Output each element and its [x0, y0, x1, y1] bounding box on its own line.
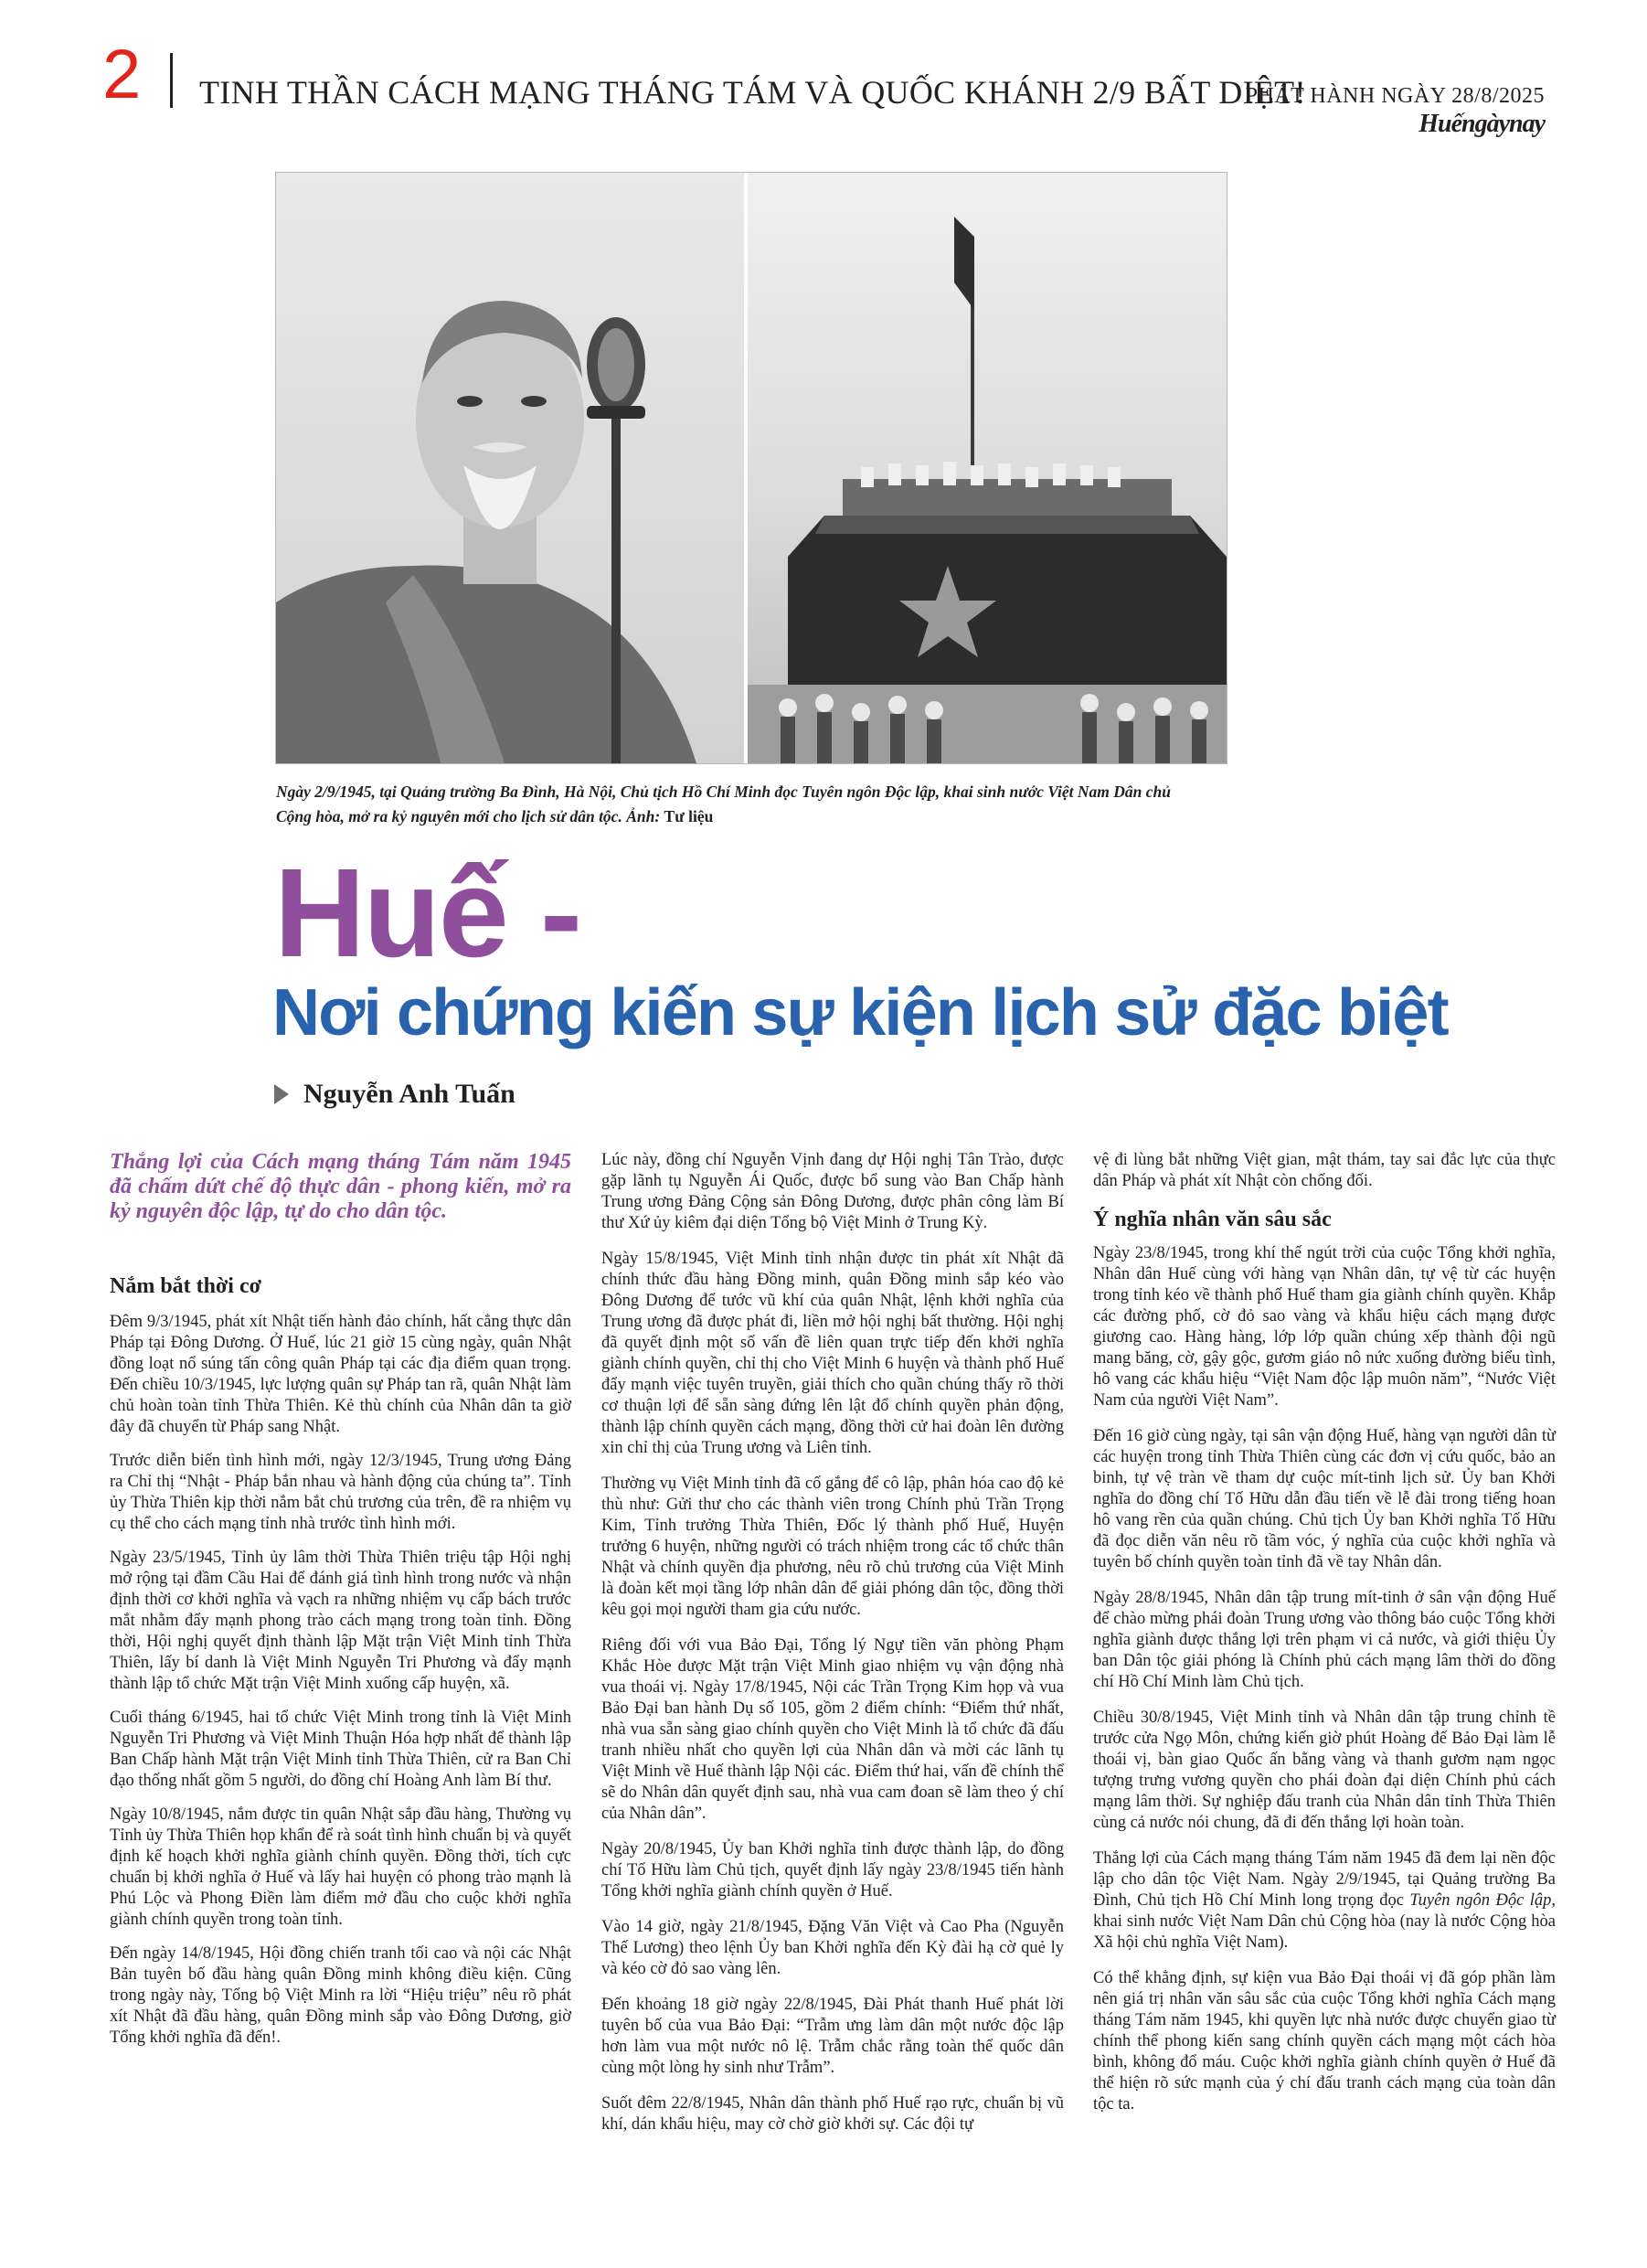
caption-text: Ngày 2/9/1945, tại Quảng trường Ba Đình, Hà Nội, Chủ tịch Hồ Chí Minh đọc Tuyên ngôn Độc lập, khai sinh nước Việt Nam Dân chủ Cộng hòa, mở ra kỷ nguyên mới cho lịch sử dân tộc. Ảnh:: [276, 783, 1171, 825]
brand-logo: Huếngàynay: [1419, 110, 1545, 138]
document-title: Tuyên ngôn Độc lập: [1409, 1891, 1552, 1910]
paragraph: Ngày 15/8/1945, Việt Minh tỉnh nhận được tin phát xít Nhật đã chính thức đầu hàng Đồng minh, quân Đồng minh sắp kéo vào Đông Dương để tước vũ khí của quân Nhật, lệnh khởi nghĩa của Trung ương đã được phát đi, liền mở hội nghị bất thường. Hội nghị đã quyết định một số vấn đề liên quan trực tiếp đến khởi nghĩa giành chính quyền, chỉ thị cho Việt Minh 6 huyện và thành phố Huế đẩy mạnh việc tuyên truyền, giải thích cho quần chúng thấy rõ thời cơ thuận lợi để sẵn sàng đứng lên lật đổ chính quyền phản động, thành lập chính quyền cách mạng, đồng thời cử hai đoàn lên đường xin chỉ thị của Trung ương và Liên tỉnh.: [601, 1250, 1064, 1457]
paragraph: Ngày 20/8/1945, Ủy ban Khởi nghĩa tỉnh được thành lập, do đồng chí Tố Hữu làm Chủ tịch, quyết định lấy ngày 23/8/1945 tiến hành Tổng khởi nghĩa giành chính quyền ở Huế.: [601, 1840, 1064, 1901]
photo-caption: [276, 780, 1190, 829]
issue-date: PHÁT HÀNH NGÀY 28/8/2025: [1245, 84, 1545, 108]
headline-line-2: Nơi chứng kiến sự kiện lịch sử đặc biệt: [272, 976, 1448, 1049]
paragraph: Có thể khẳng định, sự kiện vua Bảo Đại thoái vị đã góp phần làm nên giá trị nhân văn sâu sắc của cuộc Tổng khởi nghĩa Cách mạng tháng Tám năm 1945, khi quyền lực nhà nước được chuyển giao từ chính thể phong kiến sang chính quyền cách mạng một cách hòa bình, không đổ máu. Cuộc khởi nghĩa giành chính quyền ở Huế đã thể hiện rõ sức mạnh của ý chí đấu tranh cách mạng của toàn dân tộc ta.: [1093, 1969, 1556, 2114]
paragraph: Suốt đêm 22/8/1945, Nhân dân thành phố Huế rạo rực, chuẩn bị vũ khí, dán khẩu hiệu, may cờ chờ giờ khởi sự. Các đội tự: [601, 2094, 1064, 2134]
paragraph: Đêm 9/3/1945, phát xít Nhật tiến hành đảo chính, hất cẳng thực dân Pháp tại Đông Dương. Ở Huế, lúc 21 giờ 15 cùng ngày, quân Nhật đồng loạt nổ súng tấn công quân Pháp tại các địa điểm quan trọng. Đến chiều 10/3/1945, lực lượng quân sự Pháp tan rã, quân Nhật làm chủ hoàn toàn tỉnh Thừa Thiên. Kẻ thù chính của Nhân dân ta giờ đây đã chuyển từ Pháp sang Nhật.: [110, 1313, 571, 1436]
paragraph: Ngày 28/8/1945, Nhân dân tập trung mít-tinh ở sân vận động Huế để chào mừng phái đoàn Trung ương vào thông báo cuộc Tổng khởi nghĩa giành được thắng lợi trên phạm vi cả nước, và giới thiệu Ủy ban Dân tộc giải phóng là Chính phủ cách mạng lâm thời do đồng chí Hồ Chí Minh làm Chủ tịch.: [1093, 1589, 1556, 1691]
paragraph-text: , khai sinh nước Việt Nam Dân chủ Cộng hòa (nay là nước Cộng hòa Xã hội chủ nghĩa Việt Nam).: [1093, 1891, 1556, 1952]
section-heading: Ý nghĩa nhân văn sâu sắc: [1093, 1208, 1332, 1231]
paragraph: Trước diễn biến tình hình mới, ngày 12/3/1945, Trung ương Đảng ra Chỉ thị “Nhật - Pháp bắn nhau và hành động của chúng ta”. Tỉnh ủy Thừa Thiên kịp thời nắm bắt chủ trương của trên, đề ra nhiệm vụ cụ thể cho cách mạng tỉnh nhà trước tình hình mới.: [110, 1452, 571, 1533]
paragraph: Ngày 23/8/1945, trong khí thế ngút trời của cuộc Tổng khởi nghĩa, Nhân dân Huế cùng với hàng vạn Nhân dân, tự vệ từ các huyện trong tỉnh kéo về thành phố Huế tham gia giành chính quyền. Khắp các đường phố, cờ đỏ sao vàng và khẩu hiệu cách mạng được giương cao. Hàng hàng, lớp lớp quần chúng xếp thành đội ngũ mang băng, cờ, gậy gộc, gươm giáo nô nức xuống đường biểu tình, hô vang các khẩu hiệu “Việt Nam độc lập muôn năm”, “Nước Việt Nam của người Việt Nam”.: [1093, 1244, 1556, 1410]
headline-line-1: Huế -: [274, 843, 580, 984]
column-2: [601, 1150, 1064, 2150]
portrait-photo: [276, 173, 744, 763]
paragraph: Đến khoảng 18 giờ ngày 22/8/1945, Đài Phát thanh Huế phát lời tuyên bố của vua Bảo Đại: “Trẫm ưng làm dân một nước độc lập hơn làm vua một nước nô lệ. Trẫm chắc rằng toàn thể quốc dân cùng một lòng hy sinh như Trẫm”.: [601, 1996, 1064, 2077]
author-name: Nguyễn Anh Tuấn: [303, 1079, 515, 1109]
paragraph: Lúc này, đồng chí Nguyễn Vịnh đang dự Hội nghị Tân Trào, được gặp lãnh tụ Nguyễn Ái Quốc, được bổ sung vào Ban Chấp hành Trung ương Đảng Cộng sản Đông Dương, được phân công làm Bí thư Xứ ủy kiêm đại diện Tổng bộ Việt Minh ở Trung Kỳ.: [601, 1151, 1064, 1232]
section-heading: Nắm bắt thời cơ: [110, 1274, 261, 1298]
paragraph: Đến ngày 14/8/1945, Hội đồng chiến tranh tối cao và nội các Nhật Bản tuyên bố đầu hàng quân Đồng minh không điều kiện. Cũng trong ngày này, Tổng bộ Việt Minh ra lời “Hiệu triệu” nêu rõ phát xít Nhật đã đầu hàng, quân Đồng minh sắp vào Đông Dương, giờ Tổng khởi nghĩa đã đến!.: [110, 1944, 571, 2047]
paragraph: Ngày 23/5/1945, Tỉnh ủy lâm thời Thừa Thiên triệu tập Hội nghị mở rộng tại đầm Cầu Hai để đánh giá tình hình trong nước và nhận định thời cơ khởi nghĩa và vạch ra những nhiệm vụ cấp bách trước mắt nhằm đẩy mạnh phong trào cách mạng trong toàn tỉnh. Đồng thời, Hội nghị quyết định thành lập Mặt trận Việt Minh tỉnh Thừa Thiên, lấy bí danh là Việt Minh Nguyễn Tri Phương và đẩy mạnh thành lập tổ chức Mặt trận Việt Minh xuống cấp huyện, xã.: [110, 1549, 571, 1693]
column-1: [110, 1150, 571, 2061]
paragraph-text: Thắng lợi của Cách mạng tháng Tám năm 1945 đã đem lại nền độc lập cho dân tộc Việt Nam. Ngày 2/9/1945, tại Quảng trường Ba Đình, Chủ tịch Hồ Chí Minh long trọng đọc: [1093, 1849, 1556, 1910]
photo-illustration: [276, 173, 1227, 763]
article-lead: Thắng lợi của Cách mạng tháng Tám năm 1945 đã chấm dứt chế độ thực dân - phong kiến, mở ra kỷ nguyên độc lập, tự do cho dân tộc.: [110, 1150, 571, 1223]
historic-photo: [275, 172, 1227, 764]
paragraph: vệ đi lùng bắt những Việt gian, mật thám, tay sai đắc lực của thực dân Pháp và phát xít Nhật còn chống đối.: [1093, 1151, 1556, 1190]
section-title: TINH THẦN CÁCH MẠNG THÁNG TÁM VÀ QUỐC KHÁNH 2/9 BẤT DIỆT!: [199, 74, 1306, 111]
paragraph: Vào 14 giờ, ngày 21/8/1945, Đặng Văn Việt và Cao Pha (Nguyễn Thế Lương) theo lệnh Ủy ban Khởi nghĩa đến Kỳ đài hạ cờ quẻ ly và kéo cờ đỏ sao vàng lên.: [601, 1918, 1064, 1978]
paragraph: Thường vụ Việt Minh tỉnh đã cố gắng để cô lập, phân hóa cao độ kẻ thù như: Gửi thư cho các thành viên trong Chính phủ Trần Trọng Kim, Tỉnh trưởng Thừa Thiên, Đốc lý thành phố Huế, Huyện trưởng 6 huyện, những người có trách nhiệm trong các tổ chức thân Nhật và chính quyền địa phương, nêu rõ chủ trương của Việt Minh là đoàn kết mọi tầng lớp nhân dân để giải phóng dân tộc, đồng thời kêu gọi mọi người tham gia cứu nước.: [601, 1475, 1064, 1619]
play-triangle-icon: [274, 1084, 289, 1104]
paragraph: Ngày 10/8/1945, nắm được tin quân Nhật sắp đầu hàng, Thường vụ Tỉnh ủy Thừa Thiên họp khẩn để rà soát tình hình chuẩn bị và quyết định kế hoạch khởi nghĩa giành chính quyền. Đồng thời, tích cực chuẩn bị khởi nghĩa ở Huế và lấy hai huyện có phong trào mạnh là Phú Lộc và Phong Điền làm điểm mở đầu cho cuộc khởi nghĩa giành chính quyền trong toàn tỉnh.: [110, 1805, 571, 1929]
paragraph: Cuối tháng 6/1945, hai tổ chức Việt Minh trong tỉnh là Việt Minh Nguyễn Tri Phương và Việt Minh Thuận Hóa hợp nhất để thành lập Ban Chấp hành Mặt trận Việt Minh tỉnh Thừa Thiên, cử ra Ban Chỉ đạo thống nhất gồm 5 người, do đồng chí Hoàng Anh làm Bí thư.: [110, 1709, 571, 1790]
paragraph: Chiều 30/8/1945, Việt Minh tỉnh và Nhân dân tập trung chỉnh tề trước cửa Ngọ Môn, chứng kiến giờ phút Hoàng đế Bảo Đại làm lễ thoái vị, bàn giao Quốc ấn bằng vàng và thanh gươm nạm ngọc tượng trưng vương quyền cho phái đoàn đại diện Chính phủ cách mạng lâm thời. Sự nghiệp đấu tranh của Nhân dân tỉnh Thừa Thiên cùng cả nước nói chung, đã đi đến thắng lợi hoàn toàn.: [1093, 1709, 1556, 1832]
header-divider: [170, 53, 173, 108]
byline: [274, 1079, 515, 1110]
tribune-photo: [744, 173, 1227, 763]
paragraph: Riêng đối với vua Bảo Đại, Tổng lý Ngự tiền văn phòng Phạm Khắc Hòe được Mặt trận Việt Minh giao nhiệm vụ vận động nhà vua thoái vị. Ngày 17/8/1945, Nội các Trần Trọng Kim họp và vua Bảo Đại ban hành Dụ số 105, gồm 2 điểm chính: “Điểm thứ nhất, nhà vua sẵn sàng giao chính quyền cho Việt Minh là tổ chức đã đấu tranh nhiều nhất cho quyền lợi của Nhân dân và mời các lãnh tụ Việt Minh về Huế thành lập Nội các. Điểm thứ hai, vấn đề chính thể sẽ do Nhân dân quyết định sau, nhà vua cam đoan sẽ làm theo ý chí của Nhân dân”.: [601, 1636, 1064, 1823]
page-number: 2: [102, 36, 142, 113]
paragraph: Đến 16 giờ cùng ngày, tại sân vận động Huế, hàng vạn người dân từ các huyện trong tỉnh Thừa Thiên cùng các đơn vị cứu quốc, bảo an binh, tự vệ tràn về tham dự cuộc mít-tinh lịch sử. Ủy ban Khởi nghĩa do đồng chí Tố Hữu dẫn đầu tiến về lễ đài trong tiếng hoan hô vang rền của quần chúng. Chủ tịch Ủy ban Khởi nghĩa Tố Hữu đã đọc diễn văn nêu rõ tầm vóc, ý nghĩa của cuộc khởi nghĩa và tuyên bố chính quyền toàn tỉnh đã về tay Nhân dân.: [1093, 1427, 1556, 1571]
column-3: [1093, 1150, 1556, 2130]
paragraph: [1093, 1848, 1556, 1954]
caption-credit: Tư liệu: [664, 807, 714, 825]
